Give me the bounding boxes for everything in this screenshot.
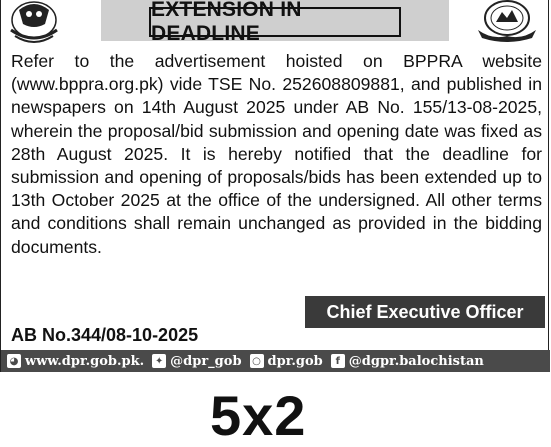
footer-twitter[interactable]: [152, 354, 241, 369]
twitter-icon: ✦: [152, 354, 166, 368]
footer-website[interactable]: [7, 354, 144, 369]
instagram-icon: ○: [250, 354, 264, 368]
ad-size-label: 5x2: [210, 384, 307, 447]
facebook-icon: f: [331, 354, 345, 368]
provincial-emblem-logo: [5, 0, 63, 46]
authority-seal-logo: [472, 0, 542, 46]
globe-icon: ◕: [7, 354, 21, 368]
footer-website-text: www.dpr.gob.pk.: [25, 353, 145, 369]
footer-instagram-text: dpr.gob: [267, 353, 323, 369]
footer-twitter-text: @dpr_gob: [170, 353, 242, 369]
ad-number: AB No.344/08-10-2025: [11, 325, 199, 345]
footer-instagram[interactable]: [250, 354, 323, 369]
footer-contact-bar: [1, 350, 550, 372]
signatory-title: Chief Executive Officer: [305, 296, 545, 328]
footer-facebook[interactable]: [331, 354, 484, 369]
footer-facebook-text: @dgpr.balochistan: [348, 353, 484, 369]
notice-body: Refer to the advertisement hoisted on BPPRA website (www.bppra.org.pk) vide TSE No. 252608809881, and published in newspapers on 14th August 2025 under AB No. 155/13-08-2025, wherein the proposal/bid submission and opening date was fixed as 28th August 2025. It is hereby notified that the deadline for submission and opening of proposals/bids has been extended up to 13th October 2025 at the office of the undersigned. All other terms and conditions shall remain unchanged as provided in the bidding documents.: [11, 51, 542, 257]
notice-title: EXTENSION IN DEADLINE: [149, 7, 401, 37]
